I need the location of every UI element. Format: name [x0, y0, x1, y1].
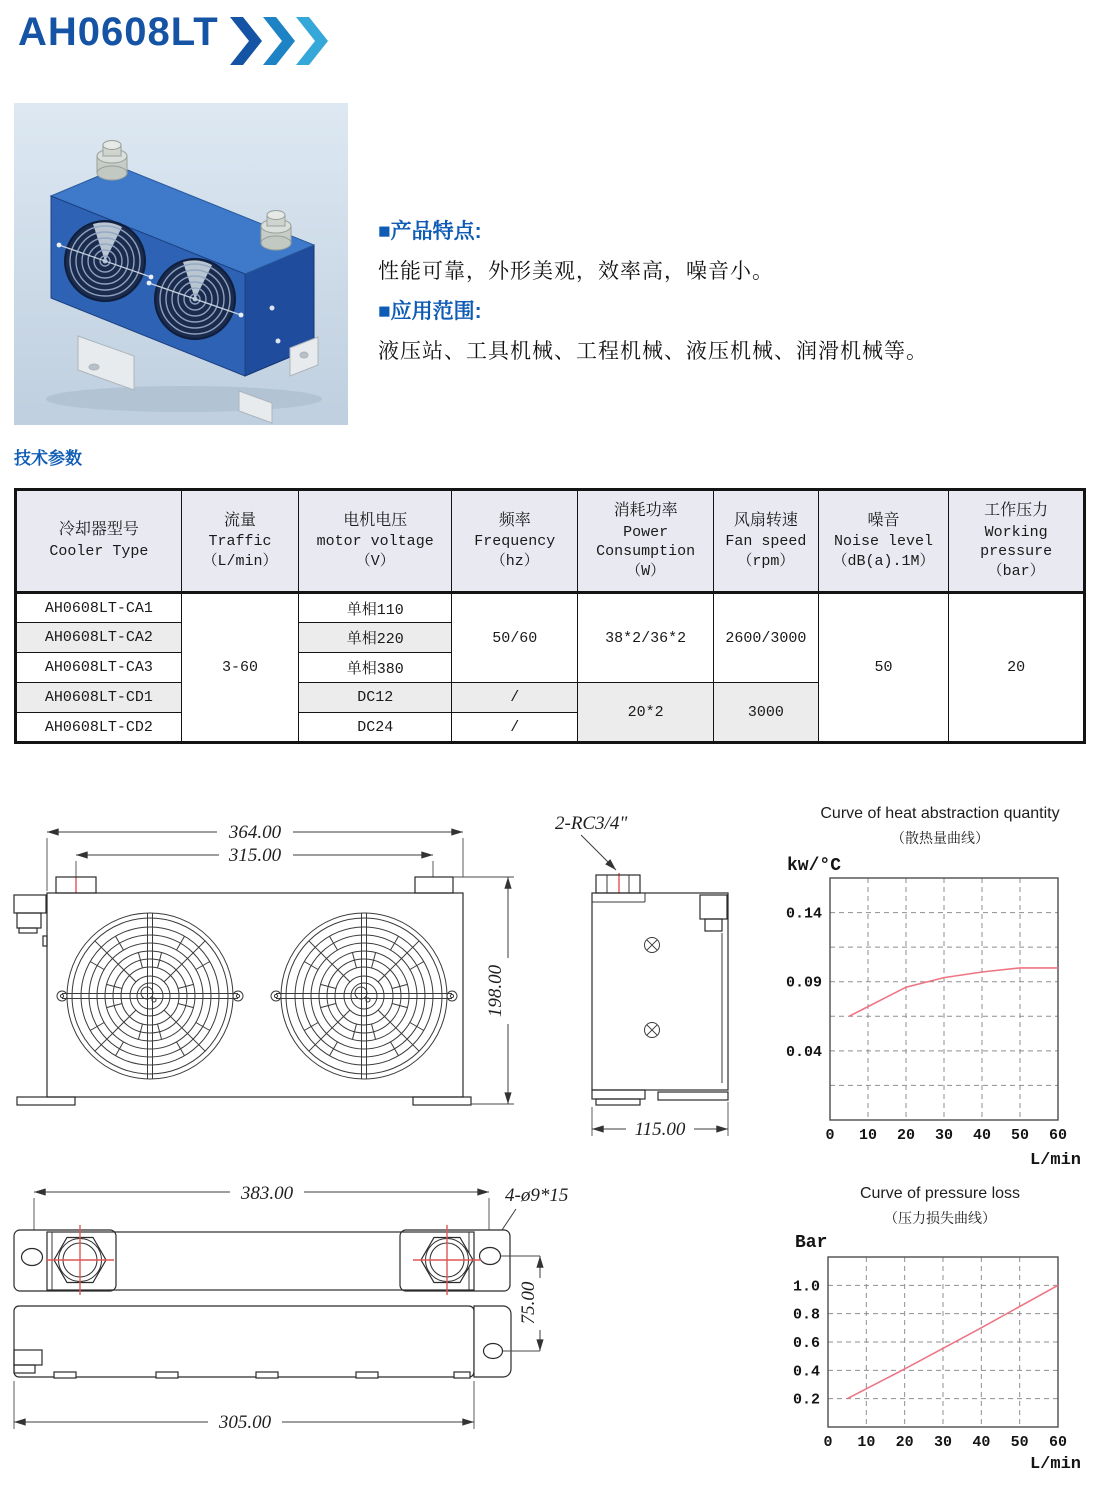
chart-subtitle: （压力损失曲线）: [884, 1212, 996, 1227]
cell-voltage: 单相220: [299, 623, 452, 653]
x-tick-label: 30: [934, 1127, 954, 1144]
x-tick-label: 50: [1010, 1434, 1029, 1451]
y-axis-label: Bar: [795, 1233, 828, 1253]
chevron-arrows-icon: [230, 17, 332, 65]
col-header-fan-speed: 风扇转速 Fan speed （rpm）: [714, 490, 819, 593]
front-view-drawing: [14, 818, 524, 1110]
cell-pressure: 20: [949, 593, 1085, 743]
page-title: AH0608LT: [18, 10, 219, 54]
y-tick-label: 0.14: [785, 905, 822, 923]
dim-label-115: 115.00: [634, 1119, 686, 1140]
col-header-voltage: 电机电压 motor voltage （V）: [299, 490, 452, 593]
cell-power-dc: 20*2: [578, 683, 714, 743]
cell-frequency-dc: /: [452, 713, 578, 743]
tech-params-heading: 技术参数: [14, 449, 82, 468]
cell-power-ac: 38*2/36*2: [578, 593, 714, 683]
cell-frequency-dc: /: [452, 683, 578, 713]
pressure-loss-plot: [785, 1253, 1095, 1463]
side-connector: [14, 895, 47, 946]
cell-model: AH0608LT-CA2: [16, 623, 182, 653]
dim-label-198: 198.00: [485, 964, 506, 1018]
x-tick-label: 10: [857, 1434, 876, 1451]
cell-voltage: 单相380: [299, 653, 452, 683]
y-tick-label: 0.2: [792, 1391, 820, 1409]
table-header-row: [16, 490, 1085, 593]
col-header-noise: 噪音 Noise level （dB(a).1M）: [818, 490, 948, 593]
x-tick-label: 60: [1048, 1127, 1068, 1144]
x-tick-label: 20: [895, 1434, 914, 1451]
pressure-loss-chart: [785, 1183, 1095, 1488]
cell-frequency-ac: 50/60: [452, 593, 578, 683]
cell-voltage: DC12: [299, 683, 452, 713]
x-tick-label: 40: [972, 1127, 992, 1144]
col-header-pressure: 工作压力 Working pressure （bar）: [949, 490, 1085, 593]
applications-heading: ■应用范围:: [378, 300, 482, 323]
dim-label-75: 75.00: [518, 1281, 539, 1325]
applications-text: 液压站、工具机械、工程机械、液压机械、润滑机械等。: [378, 340, 928, 363]
col-header-frequency: 频率 Frequency （hz）: [452, 490, 578, 593]
x-axis-label: L/min: [1029, 1455, 1081, 1474]
chart-title: Curve of heat abstraction quantity: [820, 805, 1060, 822]
cell-traffic: 3-60: [181, 593, 299, 743]
col-header-power: 消耗功率 Power Consumption （W）: [578, 490, 714, 593]
y-tick-label: 0.8: [792, 1306, 820, 1324]
side-view-drawing: [545, 805, 760, 1150]
features-heading: ■产品特点:: [378, 220, 482, 243]
cell-voltage: DC24: [299, 713, 452, 743]
col-header-traffic: 流量 Traffic （L/min）: [181, 490, 299, 593]
features-block: [378, 212, 1083, 372]
bottom-view-drawing: [8, 1183, 648, 1483]
cell-model: AH0608LT-CA3: [16, 653, 182, 683]
product-photo: [14, 103, 348, 425]
features-text: 性能可靠，外形美观，效率高，噪音小。: [378, 260, 774, 283]
dim-label-315: 315.00: [228, 845, 282, 866]
y-axis-label: kw/°C: [787, 856, 842, 876]
spec-table: [14, 488, 1086, 744]
cell-model: AH0608LT-CA1: [16, 593, 182, 623]
cell-fan-speed-dc: 3000: [714, 683, 819, 743]
cell-model: AH0608LT-CD1: [16, 683, 182, 713]
cooler-side-outline: [592, 893, 728, 1090]
heat-abstraction-plot: [785, 873, 1095, 1165]
hole-spec-label: 4-ø9*15: [505, 1185, 569, 1206]
dim-label-305: 305.00: [218, 1412, 272, 1433]
table-row: [16, 593, 1085, 623]
x-tick-label: 60: [1048, 1434, 1068, 1451]
x-tick-label: 0: [825, 1127, 835, 1144]
heat-abstraction-chart: [785, 803, 1095, 1181]
cell-voltage: 单相110: [299, 593, 452, 623]
port-label: 2-RC3/4": [555, 813, 628, 834]
x-tick-label: 40: [972, 1434, 991, 1451]
y-tick-label: 0.4: [792, 1363, 820, 1381]
x-tick-label: 20: [896, 1127, 916, 1144]
y-tick-label: 0.6: [792, 1335, 820, 1352]
data-series-line: [849, 968, 1058, 1016]
cell-model: AH0608LT-CD2: [16, 713, 182, 743]
cooler-bottom-outline: [14, 1306, 474, 1377]
x-tick-label: 50: [1010, 1127, 1030, 1144]
dim-label-383: 383.00: [240, 1183, 294, 1204]
y-tick-label: 1.0: [792, 1278, 820, 1296]
dim-label-364: 364.00: [228, 822, 282, 843]
cell-noise: 50: [818, 593, 948, 743]
x-tick-label: 0: [823, 1434, 833, 1451]
chart-subtitle: （散热量曲线）: [891, 832, 989, 847]
x-axis-label: L/min: [1029, 1151, 1081, 1170]
cell-fan-speed-ac: 2600/3000: [714, 593, 819, 683]
x-tick-label: 10: [858, 1127, 878, 1144]
chart-title: Curve of pressure loss: [859, 1185, 1021, 1202]
y-tick-label: 0.09: [785, 974, 822, 992]
y-tick-label: 0.04: [785, 1043, 822, 1061]
col-header-cooler-type: 冷却器型号 Cooler Type: [16, 490, 182, 593]
x-tick-label: 30: [933, 1434, 953, 1451]
